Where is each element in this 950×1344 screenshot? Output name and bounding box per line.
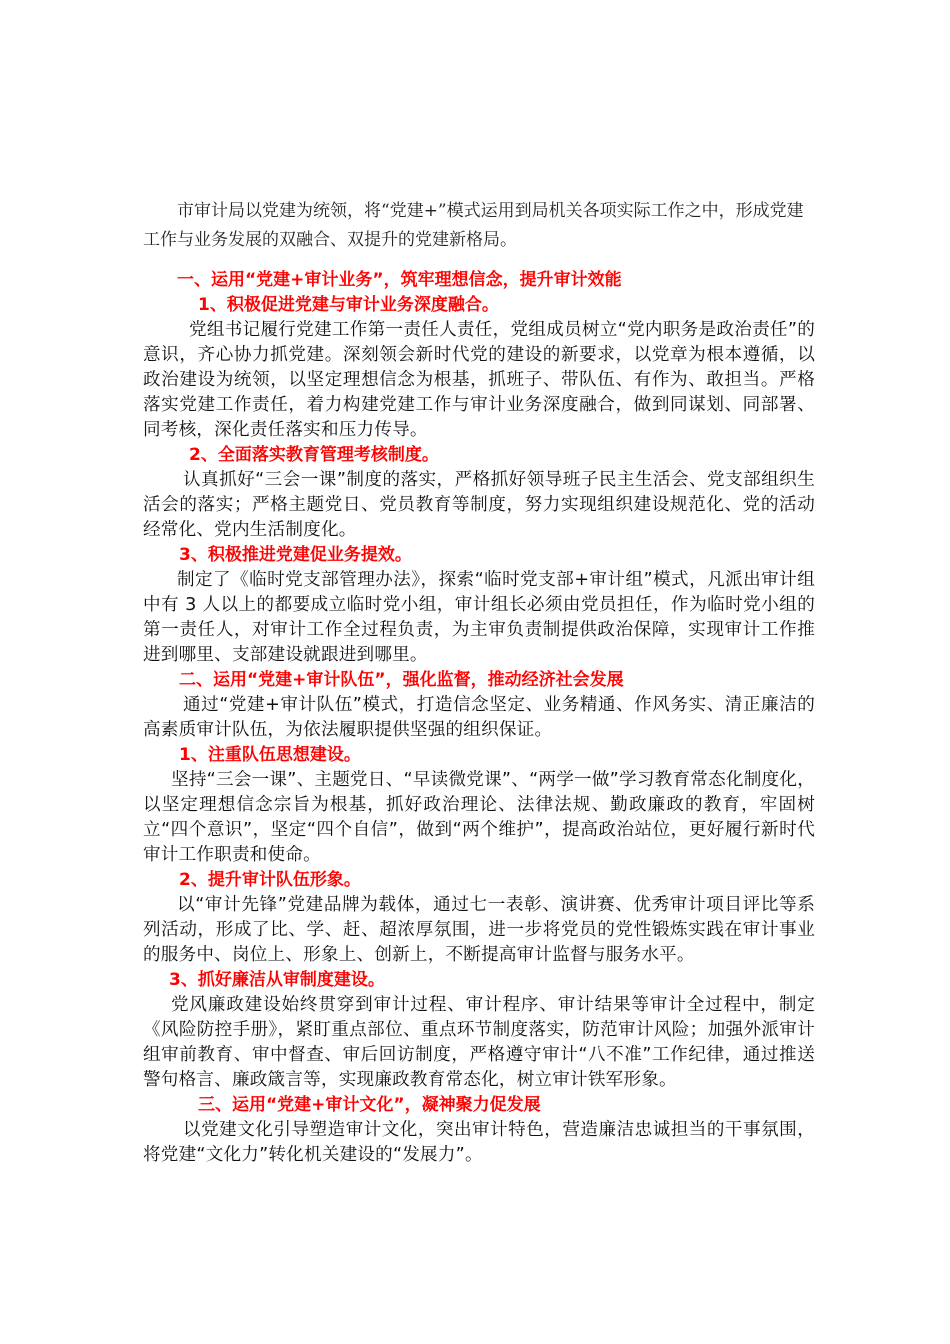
section2-heading: 二、运用“党建+审计队伍”，强化监督，推动经济社会发展 <box>179 670 624 690</box>
section2-sub2-heading: 2、提升审计队伍形象。 <box>179 870 361 890</box>
section1-heading: 一、运用“党建+审计业务”，筑牢理想信念，提升审计效能 <box>177 270 622 290</box>
section1-sub1-text: 党组书记履行党建工作第一责任人责任，党组成员树立“党内职务是政治责任”的意识，齐心协力抓党建。深刻领会新时代党的建设的新要求，以党章为根本遵循，以政治建设为统领，以坚定理想信念为根基，抓班子、带队伍、有作为、敢担当。严格落实党建工作责任，着力构建党建工作与审计业务深度融合，做到同谋划、同部署、同考核，深化责任落实和压力传导。 <box>143 320 815 440</box>
section2-text: 通过“党建+审计队伍”模式，打造信念坚定、业务精通、作风务实、清正廉洁的高素质审计队伍，为依法履职提供坚强的组织保证。 <box>143 695 815 740</box>
section1-sub1-heading: 1、积极促进党建与审计业务深度融合。 <box>198 295 499 315</box>
document-body <box>143 268 815 1168</box>
section2-sub1-text: 坚持“三会一课”、主题党日、“早读微党课”、“两学一做”学习教育常态化制度化，以坚定理想信念宗旨为根基，抓好政治理论、法律法规、勤政廉政的教育，牢固树立“四个意识”，坚定“四个自信”，做到“两个维护”，提高政治站位，更好履行新时代审计工作职责和使命。 <box>143 770 815 865</box>
section1-sub2-heading: 2、全面落实教育管理考核制度。 <box>189 445 439 465</box>
section3-text: 以党建文化引导塑造审计文化，突出审计特色，营造廉洁忠诚担当的干事氛围，将党建“文化力”转化机关建设的“发展力”。 <box>143 1120 815 1165</box>
intro-paragraph: 市审计局以党建为统领，将“党建+”模式运用到局机关各项实际工作之中，形成党建工作与业务发展的双融合、双提升的党建新格局。 <box>143 201 804 250</box>
section2-sub2-text: 以“审计先锋”党建品牌为载体，通过七一表彰、演讲赛、优秀审计项目评比等系列活动，形成了比、学、赶、超浓厚氛围，进一步将党员的党性锻炼实践在审计事业的服务中、岗位上、形象上、创新上，不断提高审计监督与服务水平。 <box>143 895 815 965</box>
section2-sub1-heading: 1、注重队伍思想建设。 <box>179 745 361 765</box>
section2-sub3-text: 党风廉政建设始终贯穿到审计过程、审计程序、审计结果等审计全过程中，制定《风险防控手册》，紧盯重点部位、重点环节制度落实，防范审计风险；加强外派审计组审前教育、审中督查、审后回访制度，严格遵守审计“八不准”工作纪律，通过推送警句格言、廉政箴言等，实现廉政教育常态化，树立审计铁军形象。 <box>143 995 815 1090</box>
section1-sub3-text: 制定了《临时党支部管理办法》，探索“临时党支部+审计组”模式，凡派出审计组中有 3 人以上的都要成立临时党小组，审计组长必须由党员担任，作为临时党小组的第一责任人，对审计工作全过程负责，为主审负责制提供政治保障，实现审计工作推进到哪里、支部建设就跟进到哪里。 <box>143 570 815 665</box>
section2-sub3-heading: 3、抓好廉洁从审制度建设。 <box>169 970 385 990</box>
section1-sub2-text: 认真抓好“三会一课”制度的落实，严格抓好领导班子民主生活会、党支部组织生活会的落实；严格主题党日、党员教育等制度，努力实现组织建设规范化、党的活动经常化、党内生活制度化。 <box>143 470 815 540</box>
section3-heading: 三、运用“党建+审计文化”，凝神聚力促发展 <box>198 1095 541 1115</box>
section1-sub3-heading: 3、积极推进党建促业务提效。 <box>179 545 412 565</box>
